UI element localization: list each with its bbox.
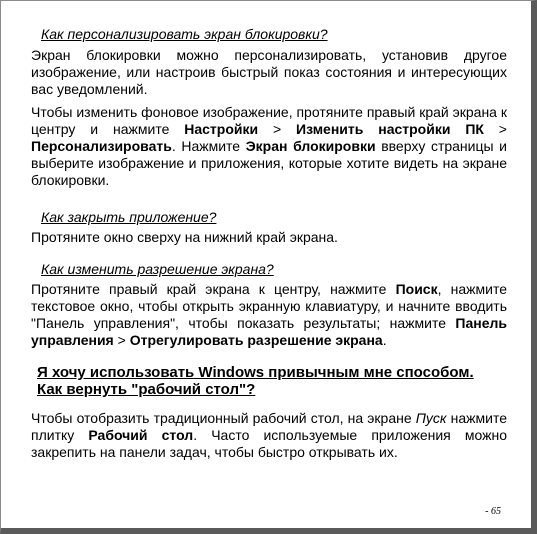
paragraph-lock-screen-intro: Экран блокировки можно персонализировать, установив другое изображение, или настроив быстрый показ состояния и интересующих вас уведомлений. [31, 47, 507, 97]
paragraph-resolution: Протяните правый край экрана к центру, нажмите Поиск, нажмите текстовое окно, чтобы открыть экранную клавиатуру, и начните вводить "Панель управления", чтобы показать результаты; нажмите Панель управления > Отрегулировать разрешение экрана. [31, 281, 507, 348]
paragraph-lock-screen-steps: Чтобы изменить фоновое изображение, протяните правый край экрана к центру и нажмите Настройки > Изменить настройки ПК > Персонализировать. Нажмите Экран блокировки вверху страницы и выберите изображение и приложения, которые хотите видеть на экране блокировки. [31, 104, 507, 188]
question-heading-lock-screen: Как персонализировать экран блокировки? [41, 26, 328, 42]
question-heading-desktop: Я хочу использовать Windows привычным мне способом. Как вернуть "рабочий стол"? [37, 364, 474, 398]
page-content [31, 2, 507, 461]
question-heading-resolution: Как изменить разрешение экрана? [41, 261, 274, 277]
question-heading-close-app: Как закрыть приложение? [41, 209, 217, 225]
paragraph-desktop: Чтобы отобразить традиционный рабочий стол, на экране Пуск нажмите плитку Рабочий стол. Часто используемые приложения можно закрепить на панели задач, чтобы быстро открывать их. [31, 410, 507, 460]
paragraph-close-app: Протяните окно сверху на нижний край экрана. [31, 229, 338, 245]
page-number: - 65 [485, 506, 501, 517]
